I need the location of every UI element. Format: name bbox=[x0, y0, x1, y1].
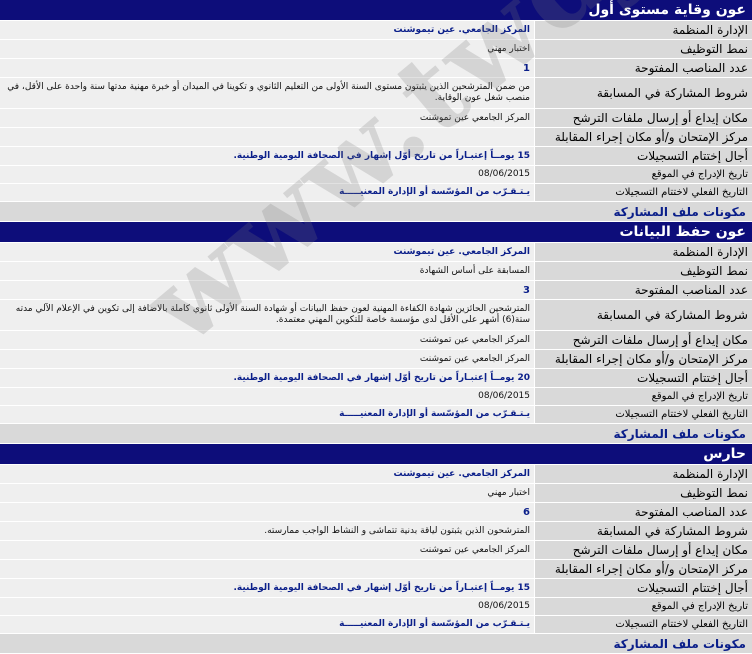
info-row bbox=[0, 78, 752, 109]
row-value: 20 يومــاً إعتبـاراً من تاريخ أوّل إشهار في الصحافة اليومية الوطنية. bbox=[0, 369, 534, 387]
info-row bbox=[0, 184, 752, 202]
row-label: تاريخ الإدراج في الموقع bbox=[534, 598, 752, 615]
info-row bbox=[0, 300, 752, 331]
row-value: المركز الجامعي. عين تيموشنت bbox=[0, 465, 534, 483]
info-row bbox=[0, 465, 752, 484]
row-label: عدد المناصب المفتوحة bbox=[534, 503, 752, 521]
row-value: اختبار مهني bbox=[0, 40, 534, 58]
info-row bbox=[0, 166, 752, 184]
row-value: 08/06/2015 bbox=[0, 598, 534, 615]
row-value: المركز الجامعي. عين تيموشنت bbox=[0, 243, 534, 261]
row-label: تاريخ الإدراج في الموقع bbox=[534, 166, 752, 183]
info-row bbox=[0, 331, 752, 350]
row-label: مركز الإمتحان و/أو مكان إجراء المقابلة bbox=[534, 560, 752, 578]
row-label: التاريخ الفعلي لاختتام التسجيلات bbox=[534, 184, 752, 201]
info-row bbox=[0, 541, 752, 560]
row-label: أجال إختتام التسجيلات bbox=[534, 369, 752, 387]
row-label: الإدارة المنظمة bbox=[534, 465, 752, 483]
row-value: 15 يومــاً إعتبـاراً من تاريخ أوّل إشهار في الصحافة اليومية الوطنية. bbox=[0, 147, 534, 165]
row-label: التاريخ الفعلي لاختتام التسجيلات bbox=[534, 406, 752, 423]
info-row bbox=[0, 406, 752, 424]
row-value: 6 bbox=[0, 503, 534, 521]
job-title: عون حفظ البيانات bbox=[0, 222, 752, 243]
row-label: مكان إيداع أو إرسال ملفات الترشح bbox=[534, 331, 752, 349]
row-label: مكان إيداع أو إرسال ملفات الترشح bbox=[534, 541, 752, 559]
row-label: شروط المشاركة في المسابقة bbox=[534, 300, 752, 330]
info-row bbox=[0, 147, 752, 166]
row-label: التاريخ الفعلي لاختتام التسجيلات bbox=[534, 616, 752, 633]
row-value: 15 يومــاً إعتبـاراً من تاريخ أوّل إشهار في الصحافة اليومية الوطنية. bbox=[0, 579, 534, 597]
info-row bbox=[0, 109, 752, 128]
info-row bbox=[0, 579, 752, 598]
row-value: المركز الجامعي عين تموشنت bbox=[0, 541, 534, 559]
row-value: 08/06/2015 bbox=[0, 166, 534, 183]
row-value: 08/06/2015 bbox=[0, 388, 534, 405]
info-row bbox=[0, 388, 752, 406]
job-title: حارس bbox=[0, 444, 752, 465]
row-label: عدد المناصب المفتوحة bbox=[534, 281, 752, 299]
row-label: مكان إيداع أو إرسال ملفات الترشح bbox=[534, 109, 752, 127]
row-label: نمط التوظيف bbox=[534, 484, 752, 502]
application-file-link[interactable]: مكونات ملف المشاركة bbox=[0, 424, 752, 444]
row-label: نمط التوظيف bbox=[534, 262, 752, 280]
row-label: شروط المشاركة في المسابقة bbox=[534, 78, 752, 108]
info-row bbox=[0, 503, 752, 522]
job-title: عون وقاية مستوى أول bbox=[0, 0, 752, 21]
row-value: المركز الجامعي. عين تيموشنت bbox=[0, 21, 534, 39]
info-row bbox=[0, 369, 752, 388]
row-label: تاريخ الإدراج في الموقع bbox=[534, 388, 752, 405]
row-value: المركز الجامعي عين تموشنت bbox=[0, 331, 534, 349]
info-row bbox=[0, 262, 752, 281]
row-label: مركز الإمتحان و/أو مكان إجراء المقابلة bbox=[534, 350, 752, 368]
row-value: اختبار مهني bbox=[0, 484, 534, 502]
info-row bbox=[0, 281, 752, 300]
info-row bbox=[0, 350, 752, 369]
row-value: يـتـقـرّب من المؤسّسة أو الإدارة المعنيـــــة bbox=[0, 406, 534, 423]
info-row bbox=[0, 484, 752, 503]
row-label: شروط المشاركة في المسابقة bbox=[534, 522, 752, 540]
row-value: المترشحون الذين يثبتون لياقة بدنية تتماشى و النشاط الواجب ممارسته. bbox=[0, 522, 534, 540]
row-label: الإدارة المنظمة bbox=[534, 243, 752, 261]
row-value: المركز الجامعي عين تموشنت bbox=[0, 350, 534, 368]
info-row bbox=[0, 243, 752, 262]
row-value: يـتـقـرّب من المؤسّسة أو الإدارة المعنيـــــة bbox=[0, 616, 534, 633]
info-row bbox=[0, 616, 752, 634]
row-label: أجال إختتام التسجيلات bbox=[534, 147, 752, 165]
row-label: عدد المناصب المفتوحة bbox=[534, 59, 752, 77]
row-label: أجال إختتام التسجيلات bbox=[534, 579, 752, 597]
row-value: يـتـقـرّب من المؤسّسة أو الإدارة المعنيـــــة bbox=[0, 184, 534, 201]
job-section bbox=[0, 222, 752, 444]
row-label: مركز الإمتحان و/أو مكان إجراء المقابلة bbox=[534, 128, 752, 146]
info-row bbox=[0, 128, 752, 147]
row-label: نمط التوظيف bbox=[534, 40, 752, 58]
job-section bbox=[0, 0, 752, 222]
info-row bbox=[0, 522, 752, 541]
info-row bbox=[0, 560, 752, 579]
row-value bbox=[0, 560, 534, 578]
application-file-link[interactable]: مكونات ملف المشاركة bbox=[0, 634, 752, 654]
application-file-link[interactable]: مكونات ملف المشاركة bbox=[0, 202, 752, 222]
row-value: من ضمن المترشحين الذين يثبتون مستوى السنة الأولى من التعليم الثانوي و تكوينا في الميدان أو خبرة مهنية مدتها سنة واحدة على الأقل، في منصب شغل عون الوقاية. bbox=[0, 78, 534, 108]
row-label: الإدارة المنظمة bbox=[534, 21, 752, 39]
row-value: 1 bbox=[0, 59, 534, 77]
info-row bbox=[0, 21, 752, 40]
row-value bbox=[0, 128, 534, 146]
info-row bbox=[0, 59, 752, 78]
info-row bbox=[0, 598, 752, 616]
row-value: المسابقة على أساس الشهادة bbox=[0, 262, 534, 280]
info-row bbox=[0, 40, 752, 59]
row-value: المركز الجامعي عين تموشنت bbox=[0, 109, 534, 127]
row-value: 3 bbox=[0, 281, 534, 299]
job-section bbox=[0, 444, 752, 654]
row-value: المترشحين الحائزين شهادة الكفاءة المهنية لعون حفظ البيانات أو شهادة السنة الأولى ثانوي كاملة بالاضافة إلى تكوين في الإعلام الآلي مدته ستة(6) أشهر على الأقل لدى مؤسسة خاصة للتكوين المهني معتمدة. bbox=[0, 300, 534, 330]
